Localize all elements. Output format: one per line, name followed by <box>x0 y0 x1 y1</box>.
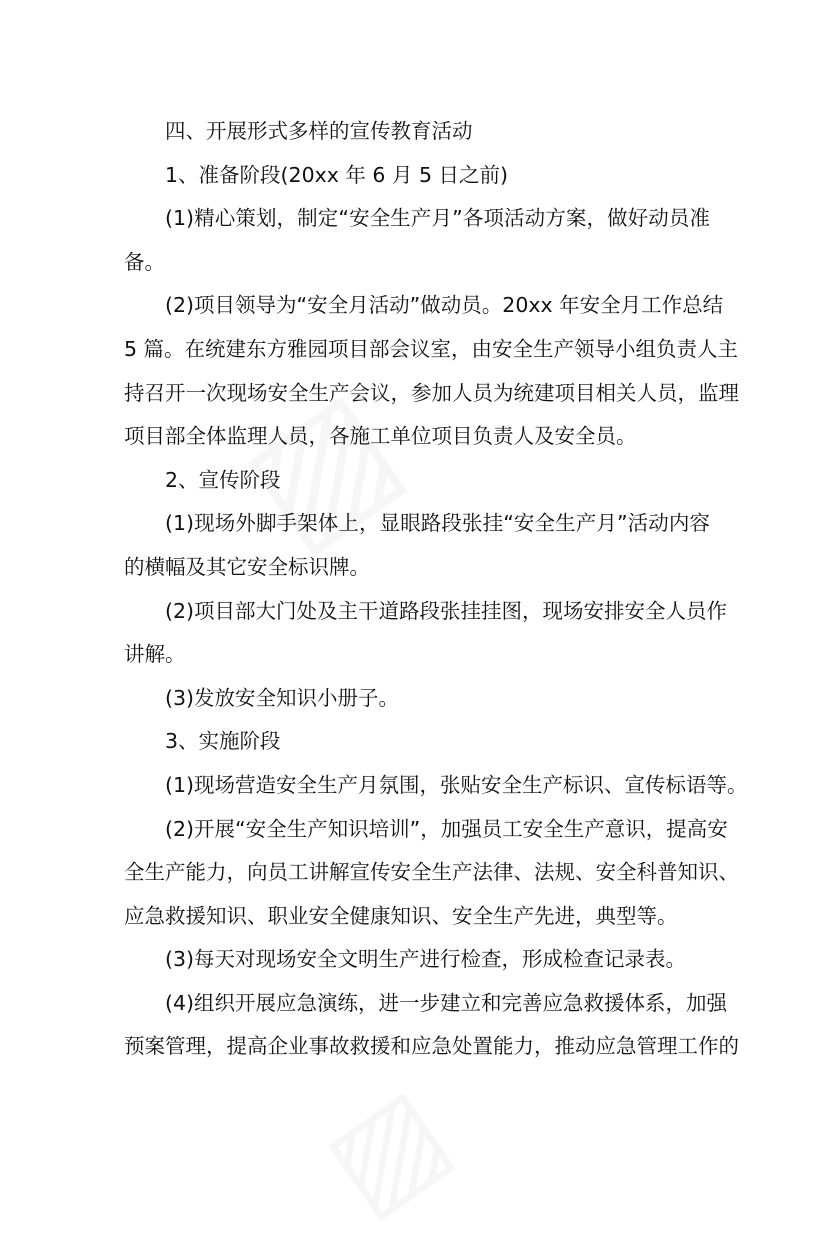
paragraph <box>124 459 710 503</box>
paragraph <box>124 677 710 721</box>
paragraph-line: 3、实施阶段 <box>165 729 281 754</box>
paragraph-line: 预案管理，提高企业事故救援和应急处置能力，推动应急管理工作的 <box>124 1034 739 1059</box>
paragraph <box>124 808 739 939</box>
paragraph <box>124 938 710 982</box>
paragraph-line: 四、开展形式多样的宣传教育活动 <box>165 119 473 143</box>
paragraph <box>124 197 710 284</box>
paragraph-line: 项目部全体监理人员，各施工单位项目负责人及安全员。 <box>124 424 637 449</box>
paragraph-line: 讲解。 <box>124 642 186 667</box>
paragraph-line: (2)项目部大门处及主干道路段张挂挂图，现场安排安全人员作 <box>165 598 728 623</box>
paragraph-line: 5 篇。在统建东方雅园项目部会议室，由安全生产领导小组负责人主 <box>124 336 739 361</box>
paragraph-line: 的横幅及其它安全标识牌。 <box>124 554 370 579</box>
paragraph-line: (1)现场外脚手架体上，显眼路段张挂“安全生产月”活动内容 <box>165 511 710 536</box>
paragraph <box>124 284 739 458</box>
paragraph-line: 应急救援知识、职业安全健康知识、安全生产先进，典型等。 <box>124 903 678 928</box>
paragraph-line: (3)发放安全知识小册子。 <box>165 685 400 710</box>
paragraph <box>124 590 728 677</box>
paragraph <box>124 110 710 154</box>
watermark <box>300 1060 473 1239</box>
paragraph-line: 全生产能力，向员工讲解宣传安全生产法律、法规、安全科普知识、 <box>124 860 739 885</box>
paragraph-line: (2)项目领导为“安全月活动”做动员。20xx 年安全月工作总结 <box>165 293 724 318</box>
paragraph <box>124 764 748 808</box>
paragraph-line: (2)开展“安全生产知识培训”，加强员工安全生产意识，提高安 <box>165 816 728 841</box>
paragraph-line: 备。 <box>124 249 165 274</box>
paragraph-line: 2、宣传阶段 <box>165 467 281 492</box>
paragraph-line: (3)每天对现场安全文明生产进行检查，形成检查记录表。 <box>165 947 687 972</box>
document-body <box>124 110 748 1069</box>
paragraph <box>124 154 710 198</box>
paragraph-line: (4)组织开展应急演练，进一步建立和完善应急救援体系，加强 <box>165 990 728 1015</box>
paragraph-line: 持召开一次现场安全生产会议，参加人员为统建项目相关人员，监理 <box>124 380 739 405</box>
paragraph-line: 1、准备阶段(20xx 年 6 月 5 日之前) <box>165 162 509 187</box>
paragraph-line: (1)精心策划，制定“安全生产月”各项活动方案，做好动员准 <box>165 206 710 231</box>
paragraph <box>124 502 710 589</box>
paragraph <box>124 720 710 764</box>
paragraph-line: (1)现场营造安全生产月氛围，张贴安全生产标识、宣传标语等。 <box>165 772 748 797</box>
paragraph <box>124 982 739 1069</box>
